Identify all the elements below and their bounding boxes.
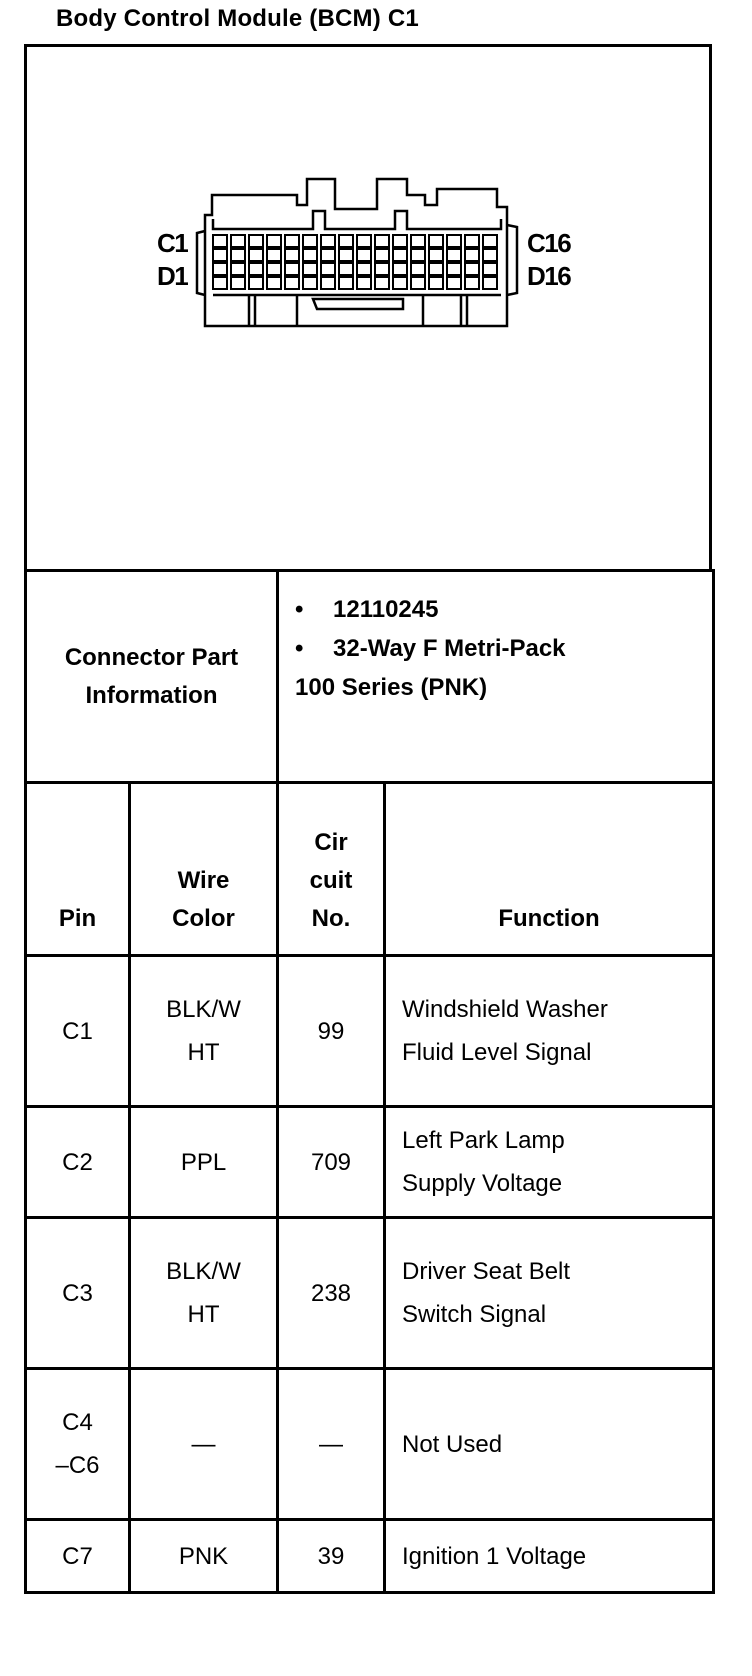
header-circuit: Cir cuit No. <box>278 783 385 956</box>
pin-cavity <box>231 235 245 247</box>
pin-cell: C3 <box>26 1218 130 1369</box>
pin-cavity <box>447 263 461 275</box>
page-title: Body Control Module (BCM) C1 <box>56 5 419 32</box>
pin-cavity <box>483 235 497 247</box>
pin-cavity <box>375 235 389 247</box>
table-row <box>26 956 714 1107</box>
circuit-cell: 709 <box>278 1107 385 1218</box>
pin-grid <box>213 235 497 289</box>
pin-cavity <box>267 263 281 275</box>
pin-cavity <box>447 277 461 289</box>
pin-cavity <box>393 249 407 261</box>
pin-cavity <box>375 277 389 289</box>
pin-cell: C2 <box>26 1107 130 1218</box>
pin-cavity <box>249 249 263 261</box>
connector-part-number: • 12110245 <box>295 596 439 623</box>
pin-cavity <box>303 235 317 247</box>
pin-cavity <box>447 235 461 247</box>
pin-cavity <box>213 263 227 275</box>
table-row <box>26 1520 714 1593</box>
wire-color-cell: PNK <box>130 1520 278 1593</box>
pin-cavity <box>339 249 353 261</box>
connector-diagram <box>24 44 712 572</box>
function-cell: Windshield Washer Fluid Level Signal <box>385 956 714 1107</box>
circuit-cell: — <box>278 1369 385 1520</box>
pin-cavity <box>321 263 335 275</box>
circuit-cell: 238 <box>278 1218 385 1369</box>
pin-label-c1: C1 <box>157 228 188 258</box>
pin-cavity <box>231 263 245 275</box>
pin-cavity <box>267 277 281 289</box>
pin-cell: C4 –C6 <box>26 1369 130 1520</box>
function-cell: Left Park Lamp Supply Voltage <box>385 1107 714 1218</box>
pin-cavity <box>321 277 335 289</box>
table-header-row <box>26 783 714 956</box>
pin-cell: C7 <box>26 1520 130 1593</box>
pin-cavity <box>357 249 371 261</box>
pin-cavity <box>465 277 479 289</box>
pin-cavity <box>483 277 497 289</box>
wire-color-cell: PPL <box>130 1107 278 1218</box>
pin-cavity <box>303 249 317 261</box>
function-cell: Not Used <box>385 1369 714 1520</box>
connector-series: 100 Series (PNK) <box>295 674 488 701</box>
pin-cavity <box>357 277 371 289</box>
pin-cell: C1 <box>26 956 130 1107</box>
pin-cavity <box>249 277 263 289</box>
pinout-table <box>24 569 715 1594</box>
pin-cavity <box>339 277 353 289</box>
connector-type: • 32-Way F Metri-Pack <box>295 635 566 662</box>
table-row <box>26 1218 714 1369</box>
connector-info-heading: Connector Part Information <box>26 571 278 783</box>
pin-cavity <box>393 235 407 247</box>
pin-cavity <box>213 277 227 289</box>
pin-cavity <box>465 249 479 261</box>
pin-cavity <box>465 235 479 247</box>
connector-drawing <box>27 47 709 569</box>
pin-cavity <box>483 263 497 275</box>
function-cell: Driver Seat Belt Switch Signal <box>385 1218 714 1369</box>
wire-color-cell: BLK/W HT <box>130 1218 278 1369</box>
pin-cavity <box>321 249 335 261</box>
pin-cavity <box>285 235 299 247</box>
circuit-cell: 99 <box>278 956 385 1107</box>
pin-cavity <box>429 235 443 247</box>
pin-cavity <box>339 263 353 275</box>
header-wire-color: Wire Color <box>130 783 278 956</box>
header-function: Function <box>385 783 714 956</box>
pin-cavity <box>339 235 353 247</box>
pin-cavity <box>285 263 299 275</box>
pin-cavity <box>231 249 245 261</box>
pin-cavity <box>429 249 443 261</box>
pin-cavity <box>285 249 299 261</box>
pin-cavity <box>411 235 425 247</box>
pin-label-d16: D16 <box>527 261 571 291</box>
pin-cavity <box>429 263 443 275</box>
pin-cavity <box>465 263 479 275</box>
pin-cavity <box>357 235 371 247</box>
header-pin: Pin <box>26 783 130 956</box>
connector-info-row <box>26 571 714 783</box>
pin-label-d1: D1 <box>157 261 188 291</box>
pin-cavity <box>411 263 425 275</box>
pin-cavity <box>303 277 317 289</box>
circuit-cell: 39 <box>278 1520 385 1593</box>
pin-cavity <box>231 277 245 289</box>
pin-cavity <box>213 249 227 261</box>
wire-color-cell: BLK/W HT <box>130 956 278 1107</box>
pin-cavity <box>249 235 263 247</box>
table-row <box>26 1107 714 1218</box>
pin-cavity <box>267 249 281 261</box>
pin-cavity <box>375 249 389 261</box>
pin-cavity <box>411 277 425 289</box>
pin-cavity <box>285 277 299 289</box>
pin-cavity <box>303 263 317 275</box>
pin-cavity <box>357 263 371 275</box>
connector-info-details <box>278 571 714 783</box>
pin-cavity <box>483 249 497 261</box>
pin-cavity <box>393 277 407 289</box>
pin-cavity <box>447 249 461 261</box>
wire-color-cell: — <box>130 1369 278 1520</box>
pin-cavity <box>249 263 263 275</box>
function-cell: Ignition 1 Voltage <box>385 1520 714 1593</box>
pin-cavity <box>375 263 389 275</box>
pin-cavity <box>393 263 407 275</box>
pin-cavity <box>411 249 425 261</box>
pin-label-c16: C16 <box>527 228 571 258</box>
pin-cavity <box>213 235 227 247</box>
pin-cavity <box>267 235 281 247</box>
pin-cavity <box>321 235 335 247</box>
table-row <box>26 1369 714 1520</box>
pin-cavity <box>429 277 443 289</box>
